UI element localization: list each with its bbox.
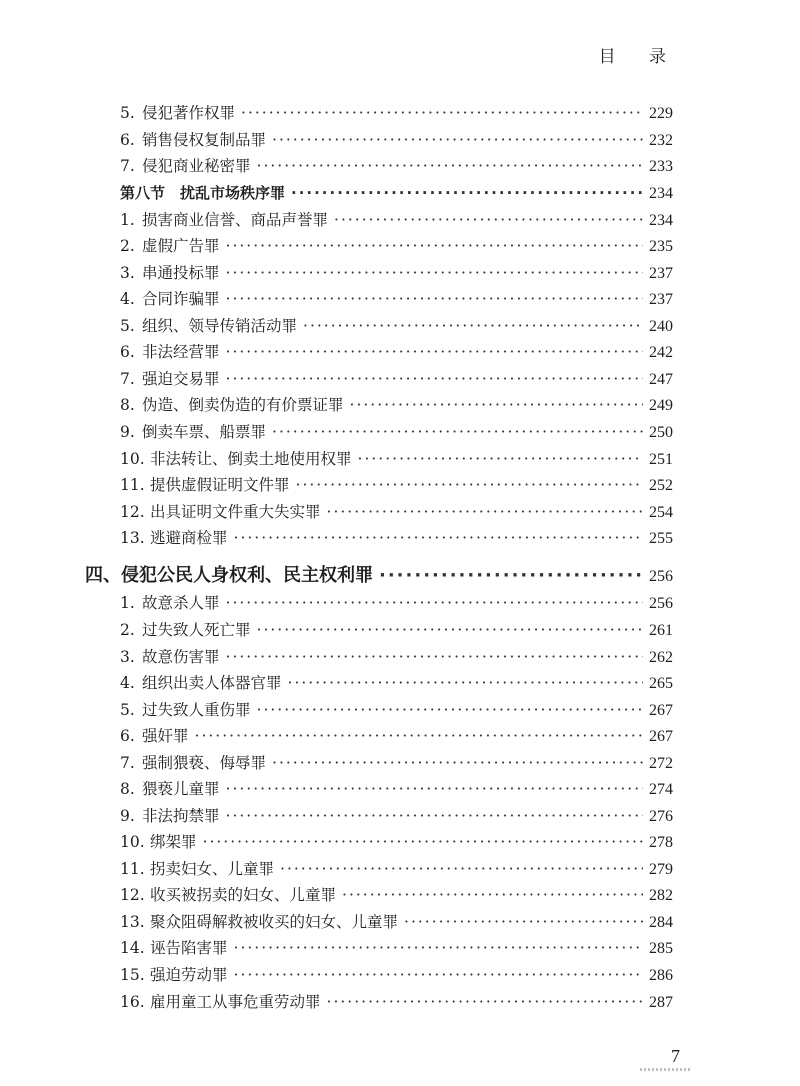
entry-page: 278 — [649, 834, 673, 851]
toc-entry[interactable] — [120, 832, 673, 853]
entry-title: 强奸罪 — [142, 727, 189, 745]
entry-page: 232 — [649, 132, 673, 149]
leader-dots — [226, 289, 643, 309]
entry-number: 11. — [120, 476, 145, 494]
entry-title: 非法转让、倒卖土地使用权罪 — [150, 450, 352, 468]
entry-title: 销售侵权复制品罪 — [142, 131, 267, 149]
entry-page: 235 — [649, 238, 673, 255]
toc-entry[interactable] — [120, 806, 673, 827]
leader-dots — [350, 395, 643, 415]
toc-entry[interactable] — [120, 395, 673, 416]
page-number: 7 — [671, 1046, 680, 1066]
entry-page: 267 — [649, 702, 673, 719]
entry-title: 故意伤害罪 — [142, 648, 220, 666]
entry-title: 提供虚假证明文件罪 — [150, 476, 290, 494]
toc-entry[interactable] — [120, 647, 673, 668]
leader-dots — [327, 502, 643, 522]
entry-number: 7. — [120, 157, 135, 175]
entry-page: 284 — [649, 914, 673, 931]
entry-page: 254 — [649, 504, 673, 521]
entry-title: 强制猥亵、侮辱罪 — [142, 754, 267, 772]
entry-number: 1. — [120, 594, 135, 612]
entry-page: 250 — [649, 424, 673, 441]
running-header: 目 录 — [598, 47, 680, 67]
entry-number: 5. — [120, 701, 135, 719]
entry-number: 13. — [120, 913, 145, 931]
entry-number: 3. — [120, 648, 135, 666]
entry-page: 256 — [649, 568, 673, 585]
toc-entry[interactable] — [120, 316, 673, 337]
entry-number: 15. — [120, 966, 145, 984]
entry-page: 229 — [649, 105, 673, 122]
toc-entry[interactable] — [120, 620, 673, 641]
entry-page: 287 — [649, 994, 673, 1011]
section-title: 第八节 扰乱市场秩序罪 — [120, 184, 286, 202]
leader-dots — [226, 236, 643, 256]
entry-page: 267 — [649, 728, 673, 745]
leader-dots — [288, 673, 643, 693]
toc-entry[interactable] — [120, 965, 673, 986]
entry-number: 12. — [120, 886, 145, 904]
toc-entry[interactable] — [120, 859, 673, 880]
leader-dots — [296, 475, 643, 495]
toc-entry[interactable] — [120, 992, 673, 1013]
entry-page: 237 — [649, 291, 673, 308]
entry-number: 9. — [120, 807, 135, 825]
toc-entry[interactable] — [120, 369, 673, 390]
entry-page: 234 — [649, 212, 673, 229]
entry-page: 240 — [649, 318, 673, 335]
entry-page: 247 — [649, 371, 673, 388]
leader-dots — [226, 369, 643, 389]
entry-title: 收买被拐卖的妇女、儿童罪 — [150, 886, 337, 904]
entry-title: 侵犯著作权罪 — [142, 104, 236, 122]
leader-dots — [272, 753, 643, 773]
entry-title: 串通投标罪 — [142, 264, 220, 282]
leader-dots — [334, 210, 643, 230]
leader-dots — [303, 316, 643, 336]
entry-page: 286 — [649, 967, 673, 984]
entry-page: 255 — [649, 530, 673, 547]
entry-number: 10. — [120, 450, 145, 468]
toc-entry[interactable] — [120, 593, 673, 614]
leader-dots — [342, 885, 643, 905]
toc-entry[interactable] — [120, 342, 673, 363]
entry-title: 组织、领导传销活动罪 — [142, 317, 298, 335]
entry-page: 279 — [649, 861, 673, 878]
entry-page: 249 — [649, 397, 673, 414]
leader-dots — [327, 992, 643, 1012]
toc-entry[interactable] — [120, 449, 673, 470]
entry-title: 雇用童工从事危重劳动罪 — [150, 993, 321, 1011]
entry-title: 强迫交易罪 — [142, 370, 220, 388]
entry-page: 285 — [649, 940, 673, 957]
entry-number: 12. — [120, 503, 145, 521]
leader-dots — [257, 700, 643, 720]
toc-entry[interactable] — [120, 210, 673, 231]
entry-number: 16. — [120, 993, 145, 1011]
entry-title: 逃避商检罪 — [150, 529, 228, 547]
leader-dots — [203, 832, 643, 852]
toc-entry[interactable] — [120, 502, 673, 523]
leader-dots — [234, 938, 643, 958]
entry-title: 组织出卖人体器官罪 — [142, 674, 282, 692]
entry-title: 合同诈骗罪 — [142, 290, 220, 308]
entry-page: 234 — [649, 185, 673, 202]
entry-number: 2. — [120, 237, 135, 255]
toc-entry[interactable] — [120, 130, 673, 151]
entry-page: 282 — [649, 887, 673, 904]
entry-number: 7. — [120, 754, 135, 772]
entry-page: 265 — [649, 675, 673, 692]
toc-entry[interactable] — [120, 726, 673, 747]
entry-number: 14. — [120, 939, 145, 957]
entry-page: 256 — [649, 595, 673, 612]
entry-number: 6. — [120, 343, 135, 361]
entry-page: 252 — [649, 477, 673, 494]
entry-page: 251 — [649, 451, 673, 468]
entry-number: 10. — [120, 833, 145, 851]
toc-entry[interactable] — [120, 236, 673, 257]
entry-number: 1. — [120, 211, 135, 229]
entry-title: 出具证明文件重大失实罪 — [150, 503, 321, 521]
entry-title: 损害商业信誉、商品声誉罪 — [142, 211, 329, 229]
entry-number: 11. — [120, 860, 145, 878]
entry-title: 非法经营罪 — [142, 343, 220, 361]
toc-entry[interactable] — [120, 475, 673, 496]
entry-title: 伪造、倒卖伪造的有价票证罪 — [142, 396, 344, 414]
entry-title: 过失致人死亡罪 — [142, 621, 251, 639]
entry-number: 5. — [120, 317, 135, 335]
footer-divider — [640, 1068, 690, 1071]
entry-number: 2. — [120, 621, 135, 639]
entry-number: 6. — [120, 131, 135, 149]
part-title: 四、侵犯公民人身权利、民主权利罪 — [85, 565, 373, 586]
entry-title: 倒卖车票、船票罪 — [142, 423, 267, 441]
entry-title: 非法拘禁罪 — [142, 807, 220, 825]
entry-number: 8. — [120, 396, 135, 414]
entry-number: 4. — [120, 290, 135, 308]
entry-title: 故意杀人罪 — [142, 594, 220, 612]
toc-entry[interactable] — [120, 289, 673, 310]
leader-dots — [291, 183, 643, 203]
entry-page: 272 — [649, 755, 673, 772]
leader-dots — [226, 806, 643, 826]
entry-title: 虚假广告罪 — [142, 237, 220, 255]
entry-page: 237 — [649, 265, 673, 282]
entry-page: 262 — [649, 649, 673, 666]
entry-title: 绑架罪 — [150, 833, 197, 851]
entry-page: 233 — [649, 158, 673, 175]
toc-entry[interactable] — [120, 700, 673, 721]
entry-title: 诬告陷害罪 — [150, 939, 228, 957]
toc-entry[interactable] — [120, 422, 673, 443]
entry-number: 8. — [120, 780, 135, 798]
leader-dots — [272, 422, 643, 442]
entry-number: 5. — [120, 104, 135, 122]
entry-title: 侵犯商业秘密罪 — [142, 157, 251, 175]
entry-number: 7. — [120, 370, 135, 388]
leader-dots — [257, 156, 643, 176]
entry-number: 4. — [120, 674, 135, 692]
leader-dots — [226, 779, 643, 799]
leader-dots — [379, 566, 643, 586]
toc-entry[interactable] — [120, 753, 673, 774]
toc-entry[interactable] — [120, 156, 673, 177]
leader-dots — [404, 912, 643, 932]
leader-dots — [358, 449, 643, 469]
toc-section-heading[interactable] — [120, 183, 673, 204]
toc-part-heading[interactable] — [85, 566, 673, 587]
leader-dots — [241, 103, 643, 123]
leader-dots — [257, 620, 643, 640]
toc-entry[interactable] — [120, 103, 673, 124]
leader-dots — [234, 528, 643, 548]
entry-page: 276 — [649, 808, 673, 825]
toc-entry[interactable] — [120, 673, 673, 694]
leader-dots — [280, 859, 643, 879]
leader-dots — [195, 726, 643, 746]
entry-number: 9. — [120, 423, 135, 441]
entry-title: 过失致人重伤罪 — [142, 701, 251, 719]
entry-title: 强迫劳动罪 — [150, 966, 228, 984]
entry-page: 242 — [649, 344, 673, 361]
leader-dots — [226, 263, 643, 283]
toc-entry[interactable] — [120, 263, 673, 284]
toc-entry[interactable] — [120, 938, 673, 959]
leader-dots — [226, 342, 643, 362]
entry-title: 拐卖妇女、儿童罪 — [150, 860, 275, 878]
entry-title: 聚众阻碍解救被收买的妇女、儿童罪 — [150, 913, 399, 931]
entry-page: 261 — [649, 622, 673, 639]
leader-dots — [272, 130, 643, 150]
entry-title: 猥亵儿童罪 — [142, 780, 220, 798]
entry-number: 6. — [120, 727, 135, 745]
leader-dots — [226, 647, 643, 667]
leader-dots — [234, 965, 643, 985]
entry-number: 13. — [120, 529, 145, 547]
toc-entry[interactable] — [120, 528, 673, 549]
entry-page: 274 — [649, 781, 673, 798]
toc-entry[interactable] — [120, 912, 673, 933]
entry-number: 3. — [120, 264, 135, 282]
leader-dots — [226, 593, 643, 613]
toc-entry[interactable] — [120, 885, 673, 906]
toc-entry[interactable] — [120, 779, 673, 800]
